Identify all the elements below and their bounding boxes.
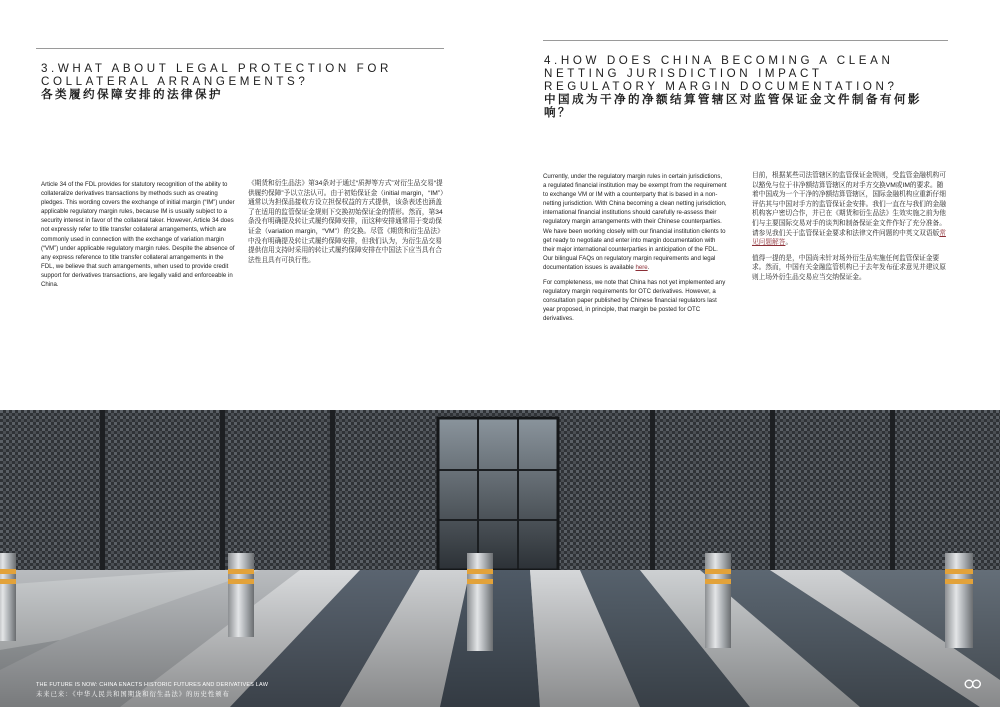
section3-body-cn (248, 179, 444, 271)
section4-paragraph-cn-1-end: 。 (785, 239, 793, 247)
section3-paragraph-cn: 《期货和衍生品法》第34条对于通过“质押等方式”对衍生品交易“提供履约保障”予以立法认可。由于初始保证金（initial margin，“IM”）通常以为担保品接收方设立担保权益的方式提供，该条表述也涵盖了在适用的监管保证金规则下交换初始保证金的情形。然而，第34条没有明确提及转让式履约保障安排，而这种安排通常用于变动保证金（variation margin，“VM”）的交换。尽管《期货和衍生品法》中没有明确提及转让式履约保障安排，但我们认为，为衍生品交易提供信用支持时采用的转让式履约保障安排在中国法下应当具有合法性且具有可执行性。 (248, 180, 444, 264)
section4-top-rule (543, 40, 948, 41)
section4-body-en (543, 172, 727, 330)
section3-paragraph-en: Article 34 of the FDL provides for statutory recognition of the ability to collateralize derivatives transactions by methods such as creating pledges. This wording covers the exchange of initial margin (“IM”) under applicable regulatory margin rules, because IM is usually subject to a security interest in favor of the collateral taker. However, Article 34 does not expressly refer to title transfer collateral arrangements, which are commonly used in connection with the exchange of variation margin (“VM”) under applicable regulatory margin rules. Despite the absence of any express reference to title transfer collateral arrangements in the FDL, we believe that such arrangements, when used to provide credit support for derivatives transactions, are legally valid and enforceable in China. (41, 181, 235, 289)
section3-heading-cn: 各类履约保障安排的法律保护 (41, 88, 223, 101)
building-bollards-photo (0, 410, 1000, 707)
photo-illustration (0, 410, 1000, 707)
section4-heading-cn: 中国成为干净的净额结算管辖区对监管保证金文件制备有何影响？ (544, 93, 922, 119)
section4-paragraph-cn-1-text: 目前，根据某些司法管辖区的监管保证金规则，受监管金融机构可以豁免与位于非净额结算管辖区的对手方交换VM或IM的要求。随着中国成为一个干净的净额结算管辖区，国际金融机构应重新仔细评估其与中国对手方的监管保证金安排。我们一直在与我们的金融机构客户密切合作，并已在《期货和衍生品法》生效实施之前为他们与主要国际交易对手的谈判和制备保证金文件作好了充分准备。请参见我们关于监管保证金要求和法律文件问题的中英文双语版 (752, 172, 946, 237)
faq-here-link[interactable]: here (635, 263, 648, 271)
running-footer-en: THE FUTURE IS NOW: CHINA ENACTS HISTORIC FUTURES AND DERIVATIVES LAW (36, 682, 269, 688)
section4-heading (544, 54, 949, 119)
section4-paragraph-cn-1 (752, 171, 948, 248)
section4-paragraph-en-1-end: . (647, 263, 650, 271)
section4-paragraph-en-2: For completeness, we note that China has not yet implemented any regulatory margin requirements for OTC derivatives. However, a consultation paper published by Chinese financial regulators last year proposed, in principle, that margin be posted for OTC derivatives. (543, 279, 726, 323)
section4-paragraph-cn-2: 值得一提的是，中国尚未针对场外衍生品实施任何监管保证金要求。然而，中国有关金融监管机构已于去年发布征求意见并建议原则上场外衍生品交易应当交纳保证金。 (752, 254, 946, 281)
section4-heading-en: 4.HOW DOES CHINA BECOMING A CLEAN NETTING JURISDICTION IMPACT REGULATORY MARGIN DOCUMENTATION? (544, 54, 898, 93)
infinity-loop-icon (964, 676, 982, 694)
section3-heading-en: 3.WHAT ABOUT LEGAL PROTECTION FOR COLLATERAL ARRANGEMENTS? (41, 62, 392, 88)
section4-paragraph-en-1 (543, 172, 727, 272)
section3-heading (41, 62, 441, 101)
faq-cn-link[interactable]: 常见问题解答 (752, 229, 946, 247)
section4-paragraph-en-1-text: Currently, under the regulatory margin rules in certain jurisdictions, a regulated financial institution may be exempt from the requirement to exchange VM or IM with a counterparty that is based in a non-netting jurisdiction. With China becoming a clean netting jurisdiction, international financial institutions should carefully re-assess their regulatory margin arrangements with their Chinese counterparties. We have been working closely with our financial institution clients to get ready to negotiate and enter into margin documentation with their major international counterparties in anticipation of the FDL. Our bilingual FAQs on regulatory margin requirements and legal documentation issues is available (543, 173, 727, 271)
section3-body-en (41, 180, 236, 295)
running-footer (36, 682, 268, 698)
section4-body-cn (752, 171, 948, 289)
section3-top-rule (36, 48, 444, 49)
running-footer-cn: 未来已来：《中华人民共和国期货和衍生品法》的历史性颁布 (36, 691, 230, 698)
